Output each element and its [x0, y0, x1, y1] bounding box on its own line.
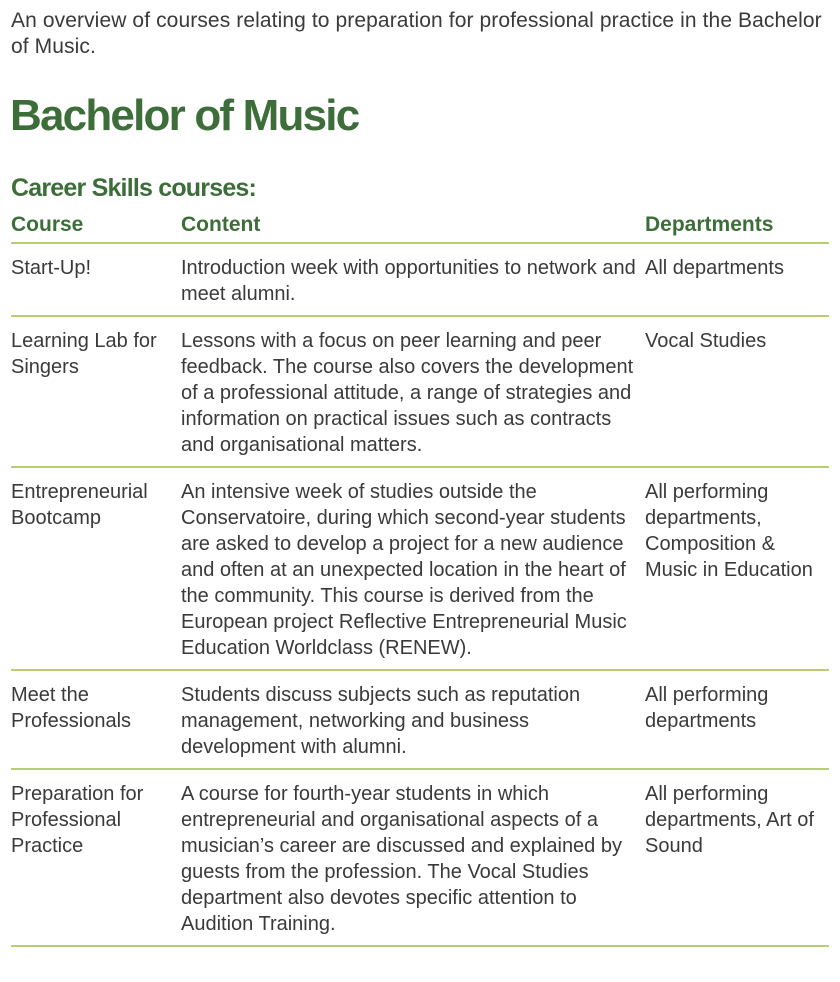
course-departments: All departments: [645, 243, 829, 316]
column-header-departments: Departments: [645, 207, 829, 243]
column-header-content: Content: [181, 207, 645, 243]
course-departments: All performing departments, Composition & Music in Education: [645, 467, 829, 670]
course-name: Preparation for Professional Practice: [11, 769, 181, 946]
course-departments: All performing departments: [645, 670, 829, 769]
course-name: Start-Up!: [11, 243, 181, 316]
table-row: [11, 243, 829, 316]
column-header-course: Course: [11, 207, 181, 243]
course-name: Meet the Professionals: [11, 670, 181, 769]
course-content: An intensive week of studies outside the Conservatoire, during which second-year students are asked to develop a project for a new audience and often at an unexpected location in the heart of the community. This course is derived from the European project Reflective Entrepreneurial Music Education Worldclass (RENEW).: [181, 467, 645, 670]
table-row: [11, 316, 829, 467]
course-content: Lessons with a focus on peer learning and peer feedback. The course also covers the development of a professional attitude, a range of strategies and information on practical issues such as contracts and organisational matters.: [181, 316, 645, 467]
course-name: Learning Lab for Singers: [11, 316, 181, 467]
table-row: [11, 769, 829, 946]
table-row: [11, 670, 829, 769]
course-content: Students discuss subjects such as reputation management, networking and business development with alumni.: [181, 670, 645, 769]
course-departments: Vocal Studies: [645, 316, 829, 467]
course-departments: All performing departments, Art of Sound: [645, 769, 829, 946]
document-page: [11, 0, 829, 947]
page-title: Bachelor of Music: [10, 91, 359, 140]
table-header-row: [11, 207, 829, 243]
course-content: Introduction week with opportunities to network and meet alumni.: [181, 243, 645, 316]
intro-text: An overview of courses relating to preparation for professional practice in the Bachelor of Music.: [11, 9, 822, 58]
course-name: Entrepreneurial Bootcamp: [11, 467, 181, 670]
courses-table: [11, 207, 829, 947]
course-content: A course for fourth-year students in which entrepreneurial and organisational aspects of a musician’s career are discussed and explained by guests from the profession. The Vocal Studies department also devotes specific attention to Audition Training.: [181, 769, 645, 946]
section-subtitle: Career Skills courses:: [11, 174, 257, 202]
table-row: [11, 467, 829, 670]
